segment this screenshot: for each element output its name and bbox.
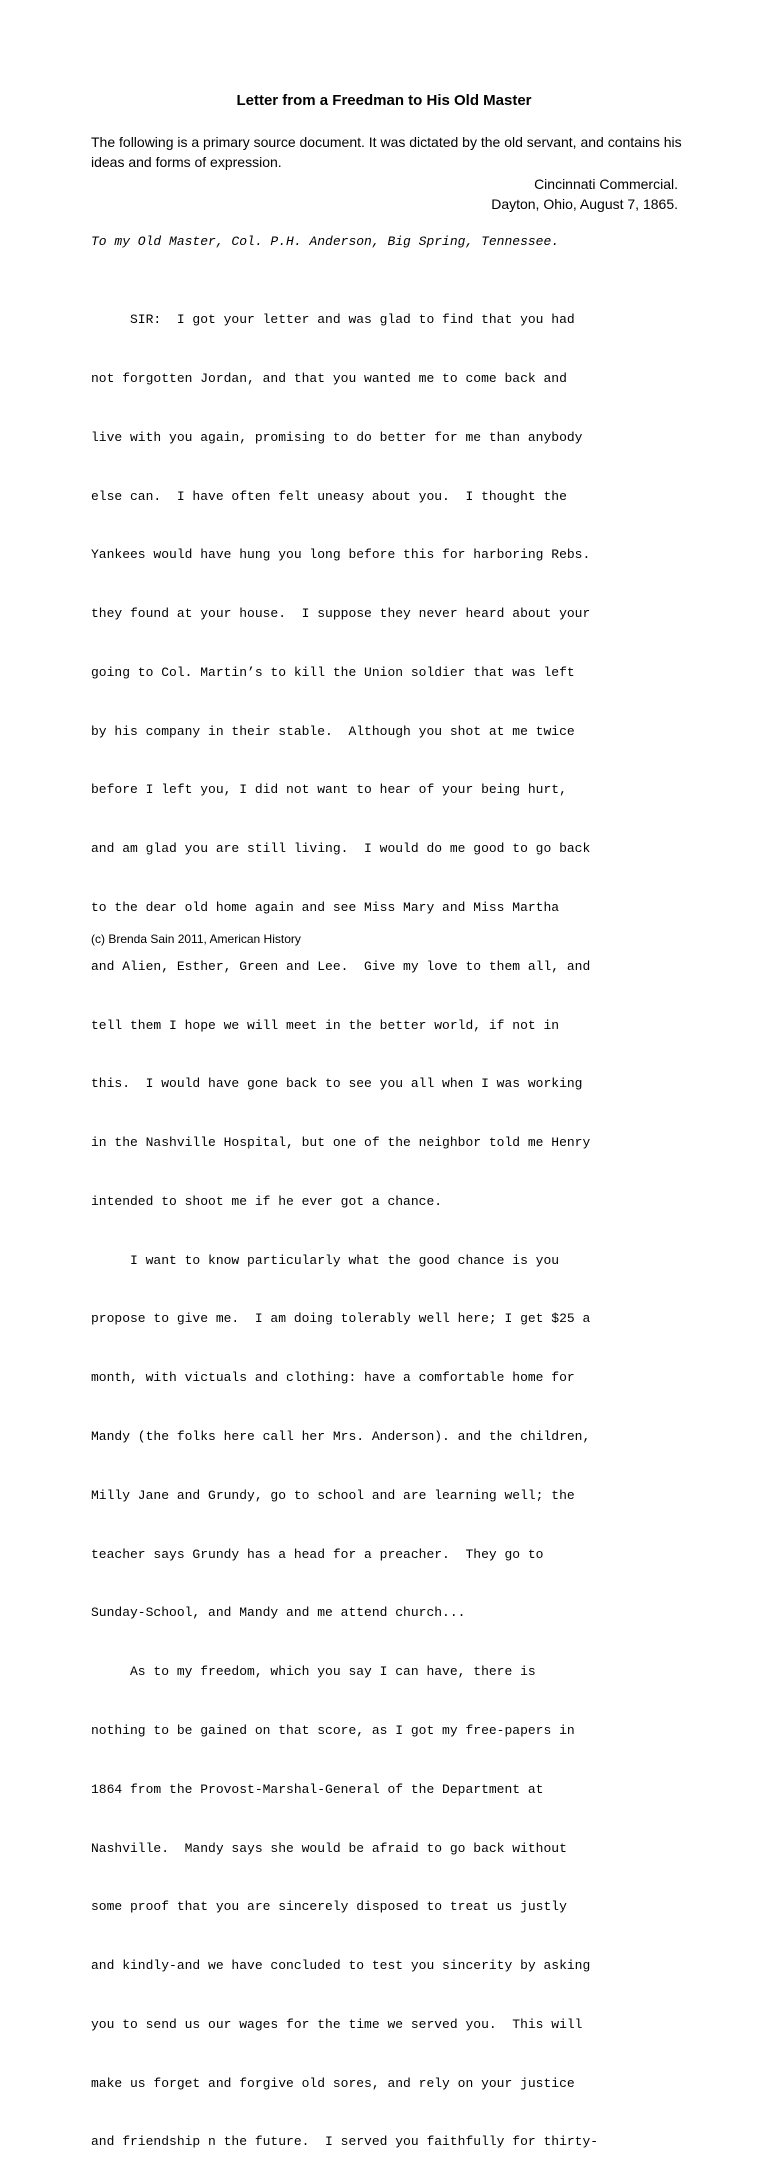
document-title: Letter from a Freedman to His Old Master bbox=[236, 92, 532, 109]
letter-line: Yankees would have hung you long before this for harboring Rebs. bbox=[91, 547, 591, 563]
letter-line: and friendship n the future. I served you faithfully for thirty- bbox=[91, 2134, 599, 2150]
letter-salutation: To my Old Master, Col. P.H. Anderson, Big Spring, Tennessee. bbox=[91, 234, 560, 249]
letter-line: to the dear old home again and see Miss Mary and Miss Martha bbox=[91, 900, 560, 915]
source-dateline: Dayton, Ohio, August 7, 1865. bbox=[491, 196, 678, 212]
letter-line: propose to give me. I am doing tolerably well here; I get $25 a bbox=[91, 1311, 591, 1327]
letter-line: you to send us our wages for the time we served you. This will bbox=[91, 2016, 583, 2032]
letter-line: Nashville. Mandy says she would be afraid to go back without bbox=[91, 1840, 567, 1856]
letter-line: some proof that you are sincerely disposed to treat us justly bbox=[91, 1899, 567, 1915]
letter-line: and am glad you are still living. I would do me good to go back bbox=[91, 841, 591, 857]
letter-line: intended to shoot me if he ever got a chance. bbox=[91, 1193, 443, 1209]
letter-line: this. I would have gone back to see you all when I was working bbox=[91, 1076, 583, 1092]
letter-line: they found at your house. I suppose they never heard about your bbox=[91, 606, 591, 622]
letter-line: in the Nashville Hospital, but one of the neighbor told me Henry bbox=[91, 1135, 591, 1151]
letter-line: Mandy (the folks here call her Mrs. Anderson). and the children, bbox=[91, 1429, 591, 1445]
letter-line: Sunday-School, and Mandy and me attend church... bbox=[91, 1605, 466, 1621]
letter-line: going to Col. Martin’s to kill the Union soldier that was left bbox=[91, 664, 575, 680]
letter-line: not forgotten Jordan, and that you wanted me to come back and bbox=[91, 370, 567, 386]
letter-line: by his company in their stable. Although you shot at me twice bbox=[91, 723, 575, 739]
letter-line: As to my freedom, which you say I can have, there is bbox=[91, 1664, 536, 1680]
letter-line: Milly Jane and Grundy, go to school and are learning well; the bbox=[91, 1487, 575, 1503]
letter-line: tell them I hope we will meet in the better world, if not in bbox=[91, 1017, 560, 1033]
intro-paragraph: The following is a primary source document. It was dictated by the old servant, and contains his ideas and forms of expression. bbox=[91, 134, 682, 170]
letter-line: else can. I have often felt uneasy about you. I thought the bbox=[91, 488, 567, 504]
source-attribution bbox=[491, 174, 678, 214]
letter-line: and Alien, Esther, Green and Lee. Give my love to them all, and bbox=[91, 958, 591, 974]
letter-line: and kindly-and we have concluded to test you sincerity by asking bbox=[91, 1958, 591, 1974]
letter-line: nothing to be gained on that score, as I got my free-papers in bbox=[91, 1722, 575, 1738]
letter-line: live with you again, promising to do better for me than anybody bbox=[91, 429, 583, 445]
letter-body bbox=[91, 271, 598, 2172]
letter-line: before I left you, I did not want to hear of your being hurt, bbox=[91, 782, 567, 798]
source-publication: Cincinnati Commercial. bbox=[534, 176, 678, 192]
letter-line: I want to know particularly what the good chance is you bbox=[91, 1252, 560, 1268]
letter-line: month, with victuals and clothing: have a comfortable home for bbox=[91, 1370, 575, 1386]
letter-line: teacher says Grundy has a head for a preacher. They go to bbox=[91, 1546, 544, 1562]
copyright-footer: (c) Brenda Sain 2011, American History bbox=[91, 932, 301, 946]
letter-line: make us forget and forgive old sores, and rely on your justice bbox=[91, 2075, 575, 2091]
letter-line: SIR: I got your letter and was glad to find that you had bbox=[91, 312, 575, 328]
letter-line: 1864 from the Provost-Marshal-General of the Department at bbox=[91, 1781, 544, 1797]
